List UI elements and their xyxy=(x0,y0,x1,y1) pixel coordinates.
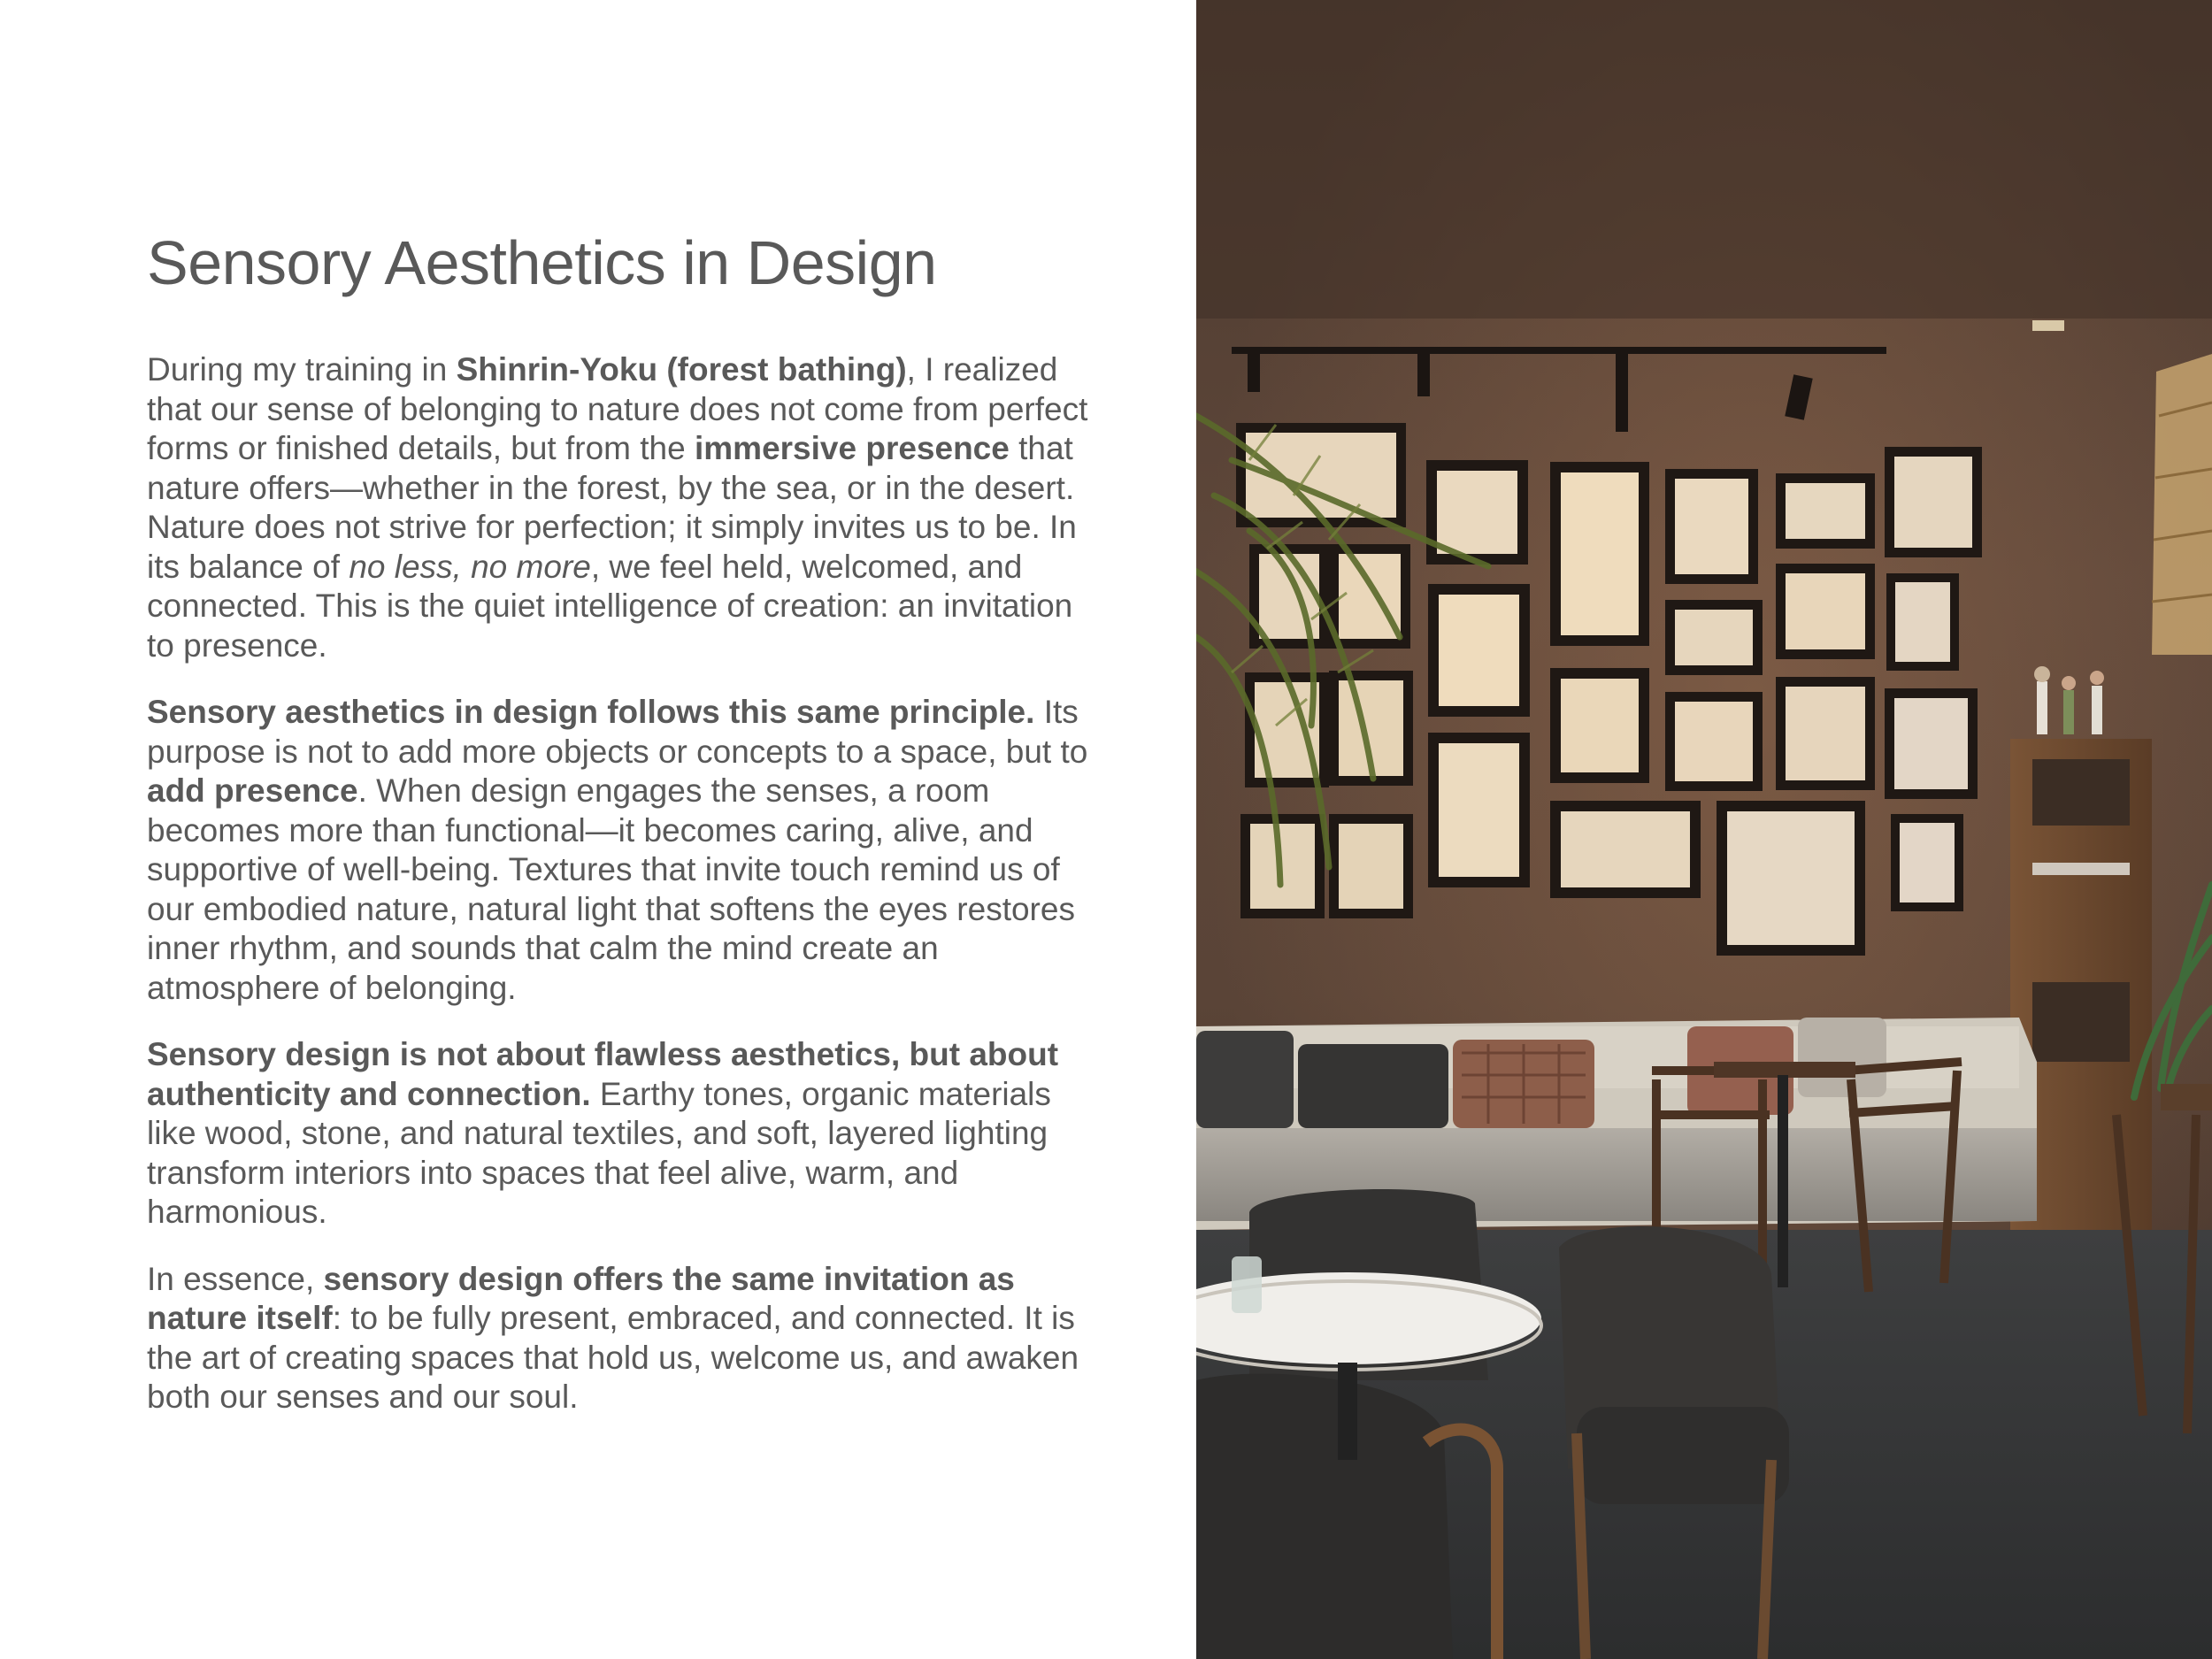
paragraph-2 xyxy=(147,693,1102,1008)
cafe-interior-illustration xyxy=(1196,0,2212,1659)
paragraph-4-text-2: : to be fully present, embraced, and connected. It is the art of creating spaces that hold us, welcome us, and awaken both our senses and our soul. xyxy=(147,1300,1079,1415)
paragraph-3-bold-1: Sensory design is not about flawless aesthetics, but about authenticity and connection. xyxy=(147,1036,1059,1112)
paragraph-1-text-4: , we feel held, welcomed, and connected. This is the quiet intelligence of creation: an invitation to presence. xyxy=(147,548,1073,664)
paragraph-2-bold-1: Sensory aesthetics in design follows this same principle. xyxy=(147,694,1035,730)
paragraph-1-bold-1: Shinrin-Yoku (forest bathing) xyxy=(456,351,907,388)
paragraph-1-text-3: that nature offers—whether in the forest, by the sea, or in the desert. Nature does not strive for perfection; it simply invites us to be. In its balance of xyxy=(147,430,1077,585)
track-rail xyxy=(1232,347,1886,354)
right-table-top xyxy=(2161,1084,2212,1110)
paragraph-3-text-1: Earthy tones, organic materials like wood, stone, and natural textiles, and soft, layered lighting transform interiors into spaces that feel alive, warm, and harmonious. xyxy=(147,1075,1051,1230)
paragraph-4-text-1: In essence, xyxy=(147,1260,324,1297)
ceiling-shadow xyxy=(1196,0,2212,319)
figurines xyxy=(2034,666,2104,734)
paragraph-1-text-1: During my training in xyxy=(147,351,457,388)
paragraph-1-bold-2: immersive presence xyxy=(695,430,1010,466)
paragraph-2-text-1: Its purpose is not to add more objects or concepts to a space, but to xyxy=(147,694,1088,770)
paragraph-1 xyxy=(147,350,1102,665)
page-title: Sensory Aesthetics in Design xyxy=(147,228,937,297)
paragraph-1-italic-1: no less, no more xyxy=(349,548,591,585)
paragraph-1-text-2: , I realized that our sense of belonging to nature does not come from perfect forms or finished details, but from the xyxy=(147,351,1088,466)
ceiling-downlight xyxy=(2032,320,2064,331)
wicker-lamp xyxy=(2152,354,2212,655)
cafe-interior-photo xyxy=(1196,0,2212,1659)
paragraph-2-bold-2: add presence xyxy=(147,772,358,809)
paragraph-4-bold-1: sensory design offers the same invitation as nature itself xyxy=(147,1260,1015,1336)
body-text xyxy=(147,350,1102,1445)
paragraph-3 xyxy=(147,1035,1102,1233)
paragraph-4 xyxy=(147,1260,1102,1417)
paragraph-2-text-2: . When design engages the senses, a room becomes more than functional—it becomes caring, alive, and supportive of well-being. Textures that invite touch remind us of our embodied nature, natural light that softens the eyes restores inner rhythm, and sounds that calm the mind create an atmosphere of belonging. xyxy=(147,772,1075,1006)
back-table-leg xyxy=(1778,1075,1788,1287)
